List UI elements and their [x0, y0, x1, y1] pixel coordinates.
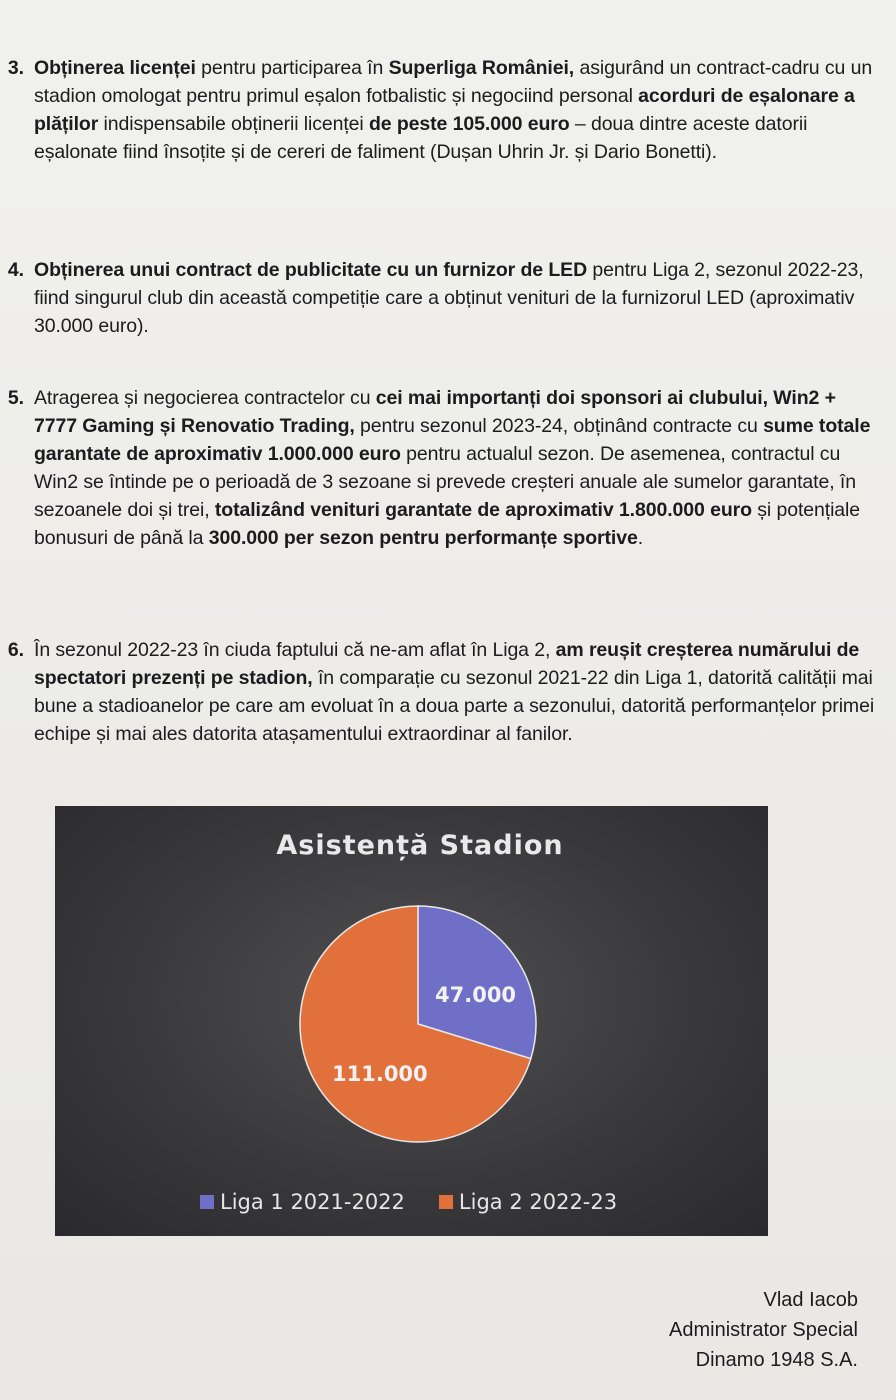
signature-block [669, 1285, 858, 1375]
item-number: 3. [7, 57, 24, 79]
list-item-4 [7, 256, 879, 340]
bold-text: de peste 105.000 euro [368, 113, 570, 135]
text-run: pentru actualul sezon. De asemenea, contractul cu Win2 se întinde pe o perioadă de 3 sezoane si prevede creșteri anuale ale sumelor garantate, în sezoanele doi și trei, [34, 443, 856, 521]
bold-text: Obținerea unui contract de publicitate cu un furnizor de LED [34, 259, 588, 281]
list-item-5 [7, 384, 879, 552]
item-text [34, 639, 874, 745]
signature-role: Administrator Special [669, 1319, 858, 1341]
bold-text: sume totale garantate de aproximativ 1.000.000 euro [34, 415, 871, 465]
legend-entry-liga2 [439, 1190, 617, 1214]
slice-label-liga1: 47.000 [435, 983, 517, 1007]
bold-text: cei mai importanți doi sponsori ai clubului, Win2 + 7777 Gaming și Renovatio Trading, [34, 387, 836, 437]
slice-label-liga2: 111.000 [332, 1062, 428, 1086]
text-run: pentru Liga 2, sezonul 2022-23, fiind singurul club din această competiție care a obținut venituri de la furnizorul LED (aproximativ 30.000 euro). [34, 259, 864, 337]
text-run: – doua dintre aceste datorii eșalonate fiind însoțite și de cereri de faliment (Dușan Uhrin Jr. și Dario Bonetti). [34, 113, 808, 163]
legend-entry-liga1 [200, 1190, 405, 1214]
bold-text: Obținerea licenței [34, 57, 196, 79]
text-run: în comparație cu sezonul 2021-22 din Liga 1, datorită calității mai bune a stadioanelor pe care am evoluat în a doua parte a sezonului, datorită performanțelor primei echipe și mai ales datorita atașamentului extraordinar al fanilor. [34, 667, 875, 745]
bold-text: am reușit creșterea numărului de spectatori prezenți pe stadion, [34, 639, 860, 689]
chart-legend [200, 1190, 617, 1214]
item-text [34, 57, 872, 163]
text-run: pentru participarea în [195, 57, 389, 79]
item-text [34, 259, 864, 337]
list-item-6 [7, 636, 879, 748]
text-run: Atragerea și negocierea contractelor cu [34, 387, 376, 409]
item-number: 5. [7, 387, 24, 409]
pie-chart [55, 806, 768, 1236]
pie-chart-svg [55, 806, 768, 1236]
item-number: 6. [7, 639, 24, 661]
legend-label: Liga 1 2021-2022 [220, 1190, 405, 1214]
signature-company: Dinamo 1948 S.A. [695, 1349, 858, 1371]
bold-text: acorduri de eșalonare a plăților [34, 85, 855, 135]
text-run: . [637, 527, 644, 549]
bold-text: 300.000 per sezon pentru performanțe sportive [208, 527, 638, 549]
item-number: 4. [7, 259, 24, 281]
text-run: indispensabile obținerii licenței [98, 113, 369, 135]
text-run: pentru sezonul 2023-24, obținând contracte cu [354, 415, 764, 437]
text-run: În sezonul 2022-23 în ciuda faptului că ne-am aflat în Liga 2, [34, 639, 556, 661]
bold-text: Superliga României, [388, 57, 575, 79]
chart-title: Asistență Stadion [276, 830, 564, 861]
list-item-3 [7, 54, 879, 166]
legend-swatch [200, 1195, 214, 1209]
text-run: asigurând un contract-cadru cu un stadion omologat pentru primul eșalon fotbalistic și negociind personal [34, 57, 873, 107]
signature-name: Vlad Iacob [763, 1289, 858, 1311]
legend-swatch [439, 1195, 453, 1209]
text-run: și potențiale bonusuri de până la [34, 499, 861, 549]
bold-text: totalizând venituri garantate de aproximativ 1.800.000 euro [214, 499, 752, 521]
legend-label: Liga 2 2022-23 [458, 1190, 618, 1214]
item-text [34, 387, 870, 549]
